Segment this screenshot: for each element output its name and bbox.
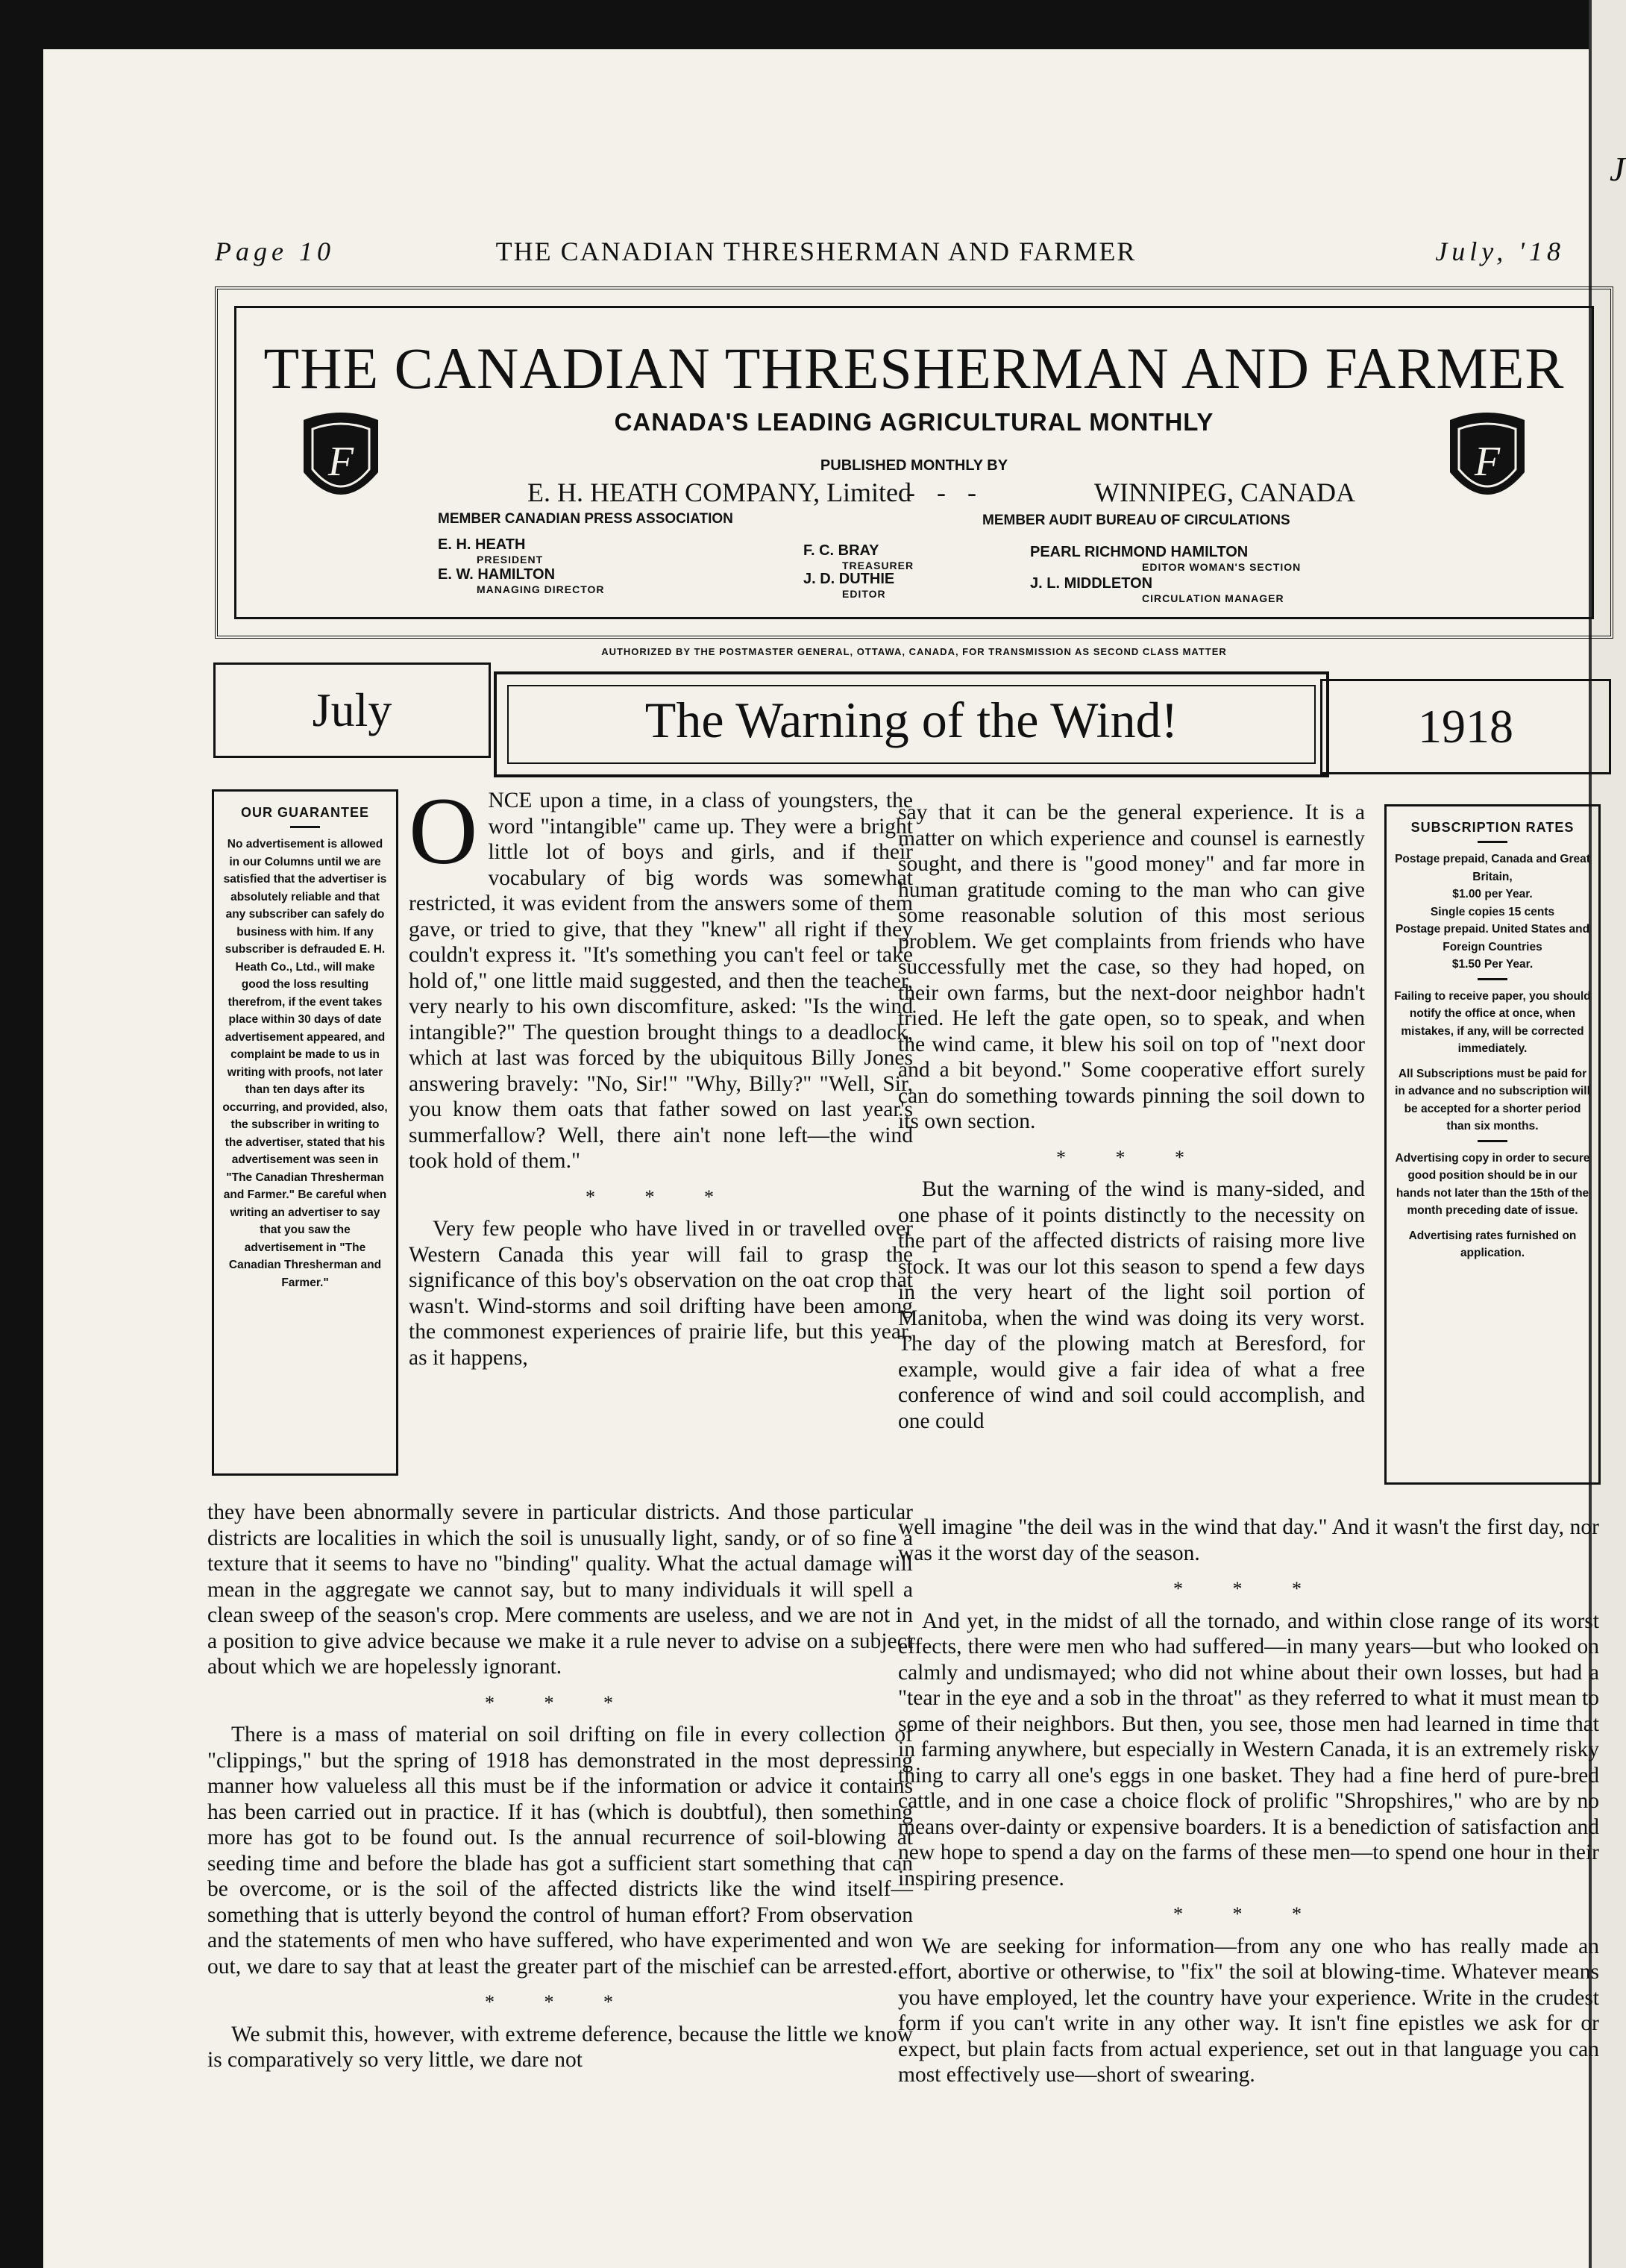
staff-role: EDITOR WOMAN'S SECTION <box>1142 561 1302 573</box>
staff-name: E. H. HEATH <box>438 536 526 553</box>
member-audit: MEMBER AUDIT BUREAU OF CIRCULATIONS <box>982 513 1290 528</box>
staff-name: J. L. MIDDLETON <box>1030 575 1153 592</box>
staff-name: PEARL RICHMOND HAMILTON <box>1030 544 1249 560</box>
staff-name: J. D. DUTHIE <box>803 571 895 587</box>
drop-cap: O <box>409 778 478 884</box>
article-column-right <box>898 800 1365 1444</box>
page-number: Page 10 <box>215 236 335 266</box>
subscription-text: Postage prepaid, Canada and Great Britain, <box>1395 853 1590 883</box>
staff-middleton <box>1030 575 1284 604</box>
subscription-title: SUBSCRIPTION RATES <box>1410 820 1575 835</box>
ctf-logo-left <box>296 405 386 517</box>
subscription-text: All Subscriptions must be paid for in advance and no subscription will be accepted for a shorter period than six months. <box>1395 1067 1590 1133</box>
article-paragraph: And yet, in the midst of all the tornado, and within close range of its worst effects, there were men who had suffered—in many years—but who looked on calmly and undismayed; who did not whine about their own losses, but had a "tear in the eye and a sob in the throat" as they referred to what it must mean to some of their neighbors. But then, you see, those men had learned in time that in farming anywhere, but especially in Western Canada, it is an extremely risky thing to carry all one's eggs in one basket. They had a fine herd of pure-bred cattle, and in one case a choice flock of prolific "Shropshires," who are by no means over-dainty or expensive boarders. It is a benediction of satisfaction and new hope to spend a day on the farms of these men—to spend one hour in their inspiring presence. <box>898 1608 1599 1890</box>
staff-name: F. C. BRAY <box>803 542 879 559</box>
issue-date: July, '18 <box>1435 236 1565 266</box>
section-break: * * * <box>485 1691 635 1714</box>
publisher-dashes: - - - <box>906 477 984 507</box>
article-column-left <box>409 778 913 1381</box>
subscription-price: $1.50 Per Year. <box>1451 958 1534 971</box>
article-paragraph: they have been abnormally severe in particular districts. And those particular districts are localities in which the soil is unusually light, sandy, or of so fine a texture that it seems to have no "binding" quality. What the actual damage will mean in the aggregate we cannot say, but to many individuals it will spell a clean sweep of the season's crop. Mere comments are useless, and we are not in a position to give advice because we make it a rule never to advise on a subject about which we are hopelessly ignorant. <box>207 1500 913 1679</box>
article-paragraph: But the warning of the wind is many-sided, and one phase of it points distinctly to the necessity on the part of the affected districts of raising more live stock. It was our lot this season to spend a few days in the very heart of the light soil portion of Manitoba, when the wind was doing its very worst. The day of the plowing match at Beresford, for example, would give a fair idea of what a free conference of wind and soil could accomplish, and one could <box>898 1177 1365 1433</box>
article-paragraph <box>409 778 913 1174</box>
section-break: * * * <box>1173 1578 1324 1600</box>
divider <box>1478 978 1507 980</box>
divider <box>1478 1140 1507 1142</box>
staff-role: PRESIDENT <box>477 554 544 566</box>
subscription-box <box>1384 804 1601 1485</box>
masthead-title: THE CANADIAN THRESHERMAN AND FARMER <box>263 336 1565 401</box>
staff-pearl-hamilton <box>1030 544 1301 573</box>
staff-role: CIRCULATION MANAGER <box>1142 592 1284 604</box>
publisher-city: WINNIPEG, CANADA <box>1094 477 1355 507</box>
staff-role: EDITOR <box>842 588 886 600</box>
article-paragraph: say that it can be the general experience. It is a matter on which experience and counsel is earnestly sought, and there is "good money" and far more in human gratitude coming to the man who can give some reasonable solution of this most serious problem. We get complaints from friends who have successfully met the case, so they had hoped, on their own farms, but the next-door neighbor hadn't tried. He left the gate open, so to speak, and when the wind came, it blew his soil on top of "next door and a bit beyond." Some cooperative effort surely can do something towards pinning the soil down to its own section. <box>898 801 1365 1133</box>
running-title: THE CANADIAN THRESHERMAN AND FARMER <box>495 236 1137 266</box>
article-column-left-wide <box>207 1500 913 2084</box>
divider <box>290 826 320 828</box>
article-paragraph: We are seeking for information—from any one who has really made an effort, abortive or otherwise, to "fix" the soil at blowing-time. Whatever means you have employed, let the country have your experience. Write in the crudest form if you can't write in any other way. It isn't fine epistles we ask for or expect, but plain facts from actual experience, set out in that language you can most effectively use—short of swearing. <box>898 1934 1599 2087</box>
member-press: MEMBER CANADIAN PRESS ASSOCIATION <box>438 511 733 527</box>
subscription-text: Postage prepaid. United States and Foreign Countries <box>1395 923 1590 953</box>
magazine-page <box>43 49 1599 2268</box>
staff-bray <box>803 542 914 571</box>
article-paragraph: Very few people who have lived in or travelled over Western Canada this year will fail to grasp the significance of this boy's observation on the oat crop that wasn't. Wind-storms and soil drifting have been among the commonest experiences of prairie life, but this year, as it happens, <box>409 1217 913 1370</box>
masthead <box>215 286 1613 639</box>
guarantee-box <box>212 789 398 1476</box>
issue-year-box: 1918 <box>1320 679 1611 774</box>
subscription-text: Advertising rates furnished on application. <box>1408 1229 1577 1259</box>
staff-name: E. W. HAMILTON <box>438 566 556 583</box>
svg-text:F: F <box>327 439 354 485</box>
running-head <box>43 236 1589 281</box>
paragraph-text: NCE upon a time, in a class of youngsters, the word "intangible" came up. They were a bright little lot of boys and girls, and if their vocabulary of big words was somewhat restricted, it was evident from the answers some of them gave, or tried to give, that they "knew" all right if they couldn't express it. "It's something you can't feel or take hold of," one little maid suggested, and then the teacher, very nearly to his own discomfiture, asked: "Is the wind intangible?" The question brought things to a deadlock, which at last was forced by the ubiquitous Billy Jones answering bravely: "No, Sir!" "Why, Billy?" "Well, Sir, you know them oats that father sowed on last year's summerfallow? Well, there ain't none left—the wind took hold of them." <box>409 789 913 1173</box>
guarantee-title: OUR GUARANTEE <box>240 805 369 820</box>
issue-month-box: July <box>213 662 491 758</box>
section-break: * * * <box>1173 1903 1324 1925</box>
ctf-logo-right <box>1443 405 1532 517</box>
subscription-text: Failing to receive paper, you should notify the office at once, when mistakes, if any, will be corrected immediately. <box>1394 989 1591 1055</box>
adjacent-page-letter: J <box>1610 150 1625 188</box>
subscription-text: Single copies 15 cents <box>1430 905 1555 918</box>
article-paragraph: There is a mass of material on soil drifting on file in every collection of "clippings," but the spring of 1918 has demonstrated in the most depressing manner how valueless all this must be if the information or advice it contains has been carried out in practice. If it has (which is doubtful), then something more has got to be found out. Is the annual recurrence of soil-blowing at seeding time and before the blade has got a sufficient start something that can be overcome, or is the soil of the affected districts like the wind itself—something that is utterly beyond the control of human effort? From observation and the statements of men who have suffered, who have experimented and won out, we dare to say that at least the greater part of the mischief can be arrested. <box>207 1723 913 1979</box>
section-break: * * * <box>1056 1146 1207 1168</box>
staff-heath <box>438 536 543 566</box>
published-by: PUBLISHED MONTHLY BY <box>820 457 1008 474</box>
mailing-authorization: AUTHORIZED BY THE POSTMASTER GENERAL, OTTAWA, CANADA, FOR TRANSMISSION AS SECOND CLASS MATTER <box>601 646 1227 657</box>
masthead-subtitle: CANADA'S LEADING AGRICULTURAL MONTHLY <box>614 408 1214 436</box>
staff-hamilton <box>438 566 605 595</box>
staff-role: TREASURER <box>842 560 914 571</box>
masthead-frame <box>234 306 1594 619</box>
subscription-price: $1.00 per Year. <box>1452 888 1533 900</box>
guarantee-text: No advertisement is allowed in our Columns until we are satisfied that the advertiser is absolutely reliable and that any subscriber can safely do business with him. If any subscriber is defrauded E. H. Heath Co., Ltd., will make good the loss resulting therefrom, if the event takes place within 30 days of date advertisement appeared, and complaint be made to us in writing with proofs, not later than ten days after its occurring, and provided, also, the subscriber in writing to the advertiser, stated that his advertisement was seen in "The Canadian Thresherman and Farmer." Be careful when writing an advertiser to say that you saw the advertisement in "The Canadian Thresherman and Farmer." <box>222 838 388 1289</box>
article-paragraph: well imagine "the deil was in the wind that day." And it wasn't the first day, nor was it the worst day of the season. <box>898 1515 1599 1565</box>
editorial-title-box <box>494 671 1329 777</box>
staff-role: MANAGING DIRECTOR <box>477 583 605 595</box>
publisher-name: E. H. HEATH COMPANY, Limited <box>527 477 912 507</box>
svg-text:F: F <box>1474 439 1501 485</box>
divider <box>1478 841 1507 843</box>
subscription-text: Advertising copy in order to secure good position should be in our hands not later than the 15th of the month preceding date of issue. <box>1395 1151 1590 1217</box>
article-paragraph: We submit this, however, with extreme deference, because the little we know is comparatively so very little, we dare not <box>207 2022 913 2072</box>
editorial-title: The Warning of the Wind! <box>507 685 1316 764</box>
section-break: * * * <box>485 1991 635 2013</box>
section-break: * * * <box>586 1185 736 1208</box>
staff-duthie <box>803 571 894 600</box>
article-column-right-wide <box>898 1514 1599 2099</box>
